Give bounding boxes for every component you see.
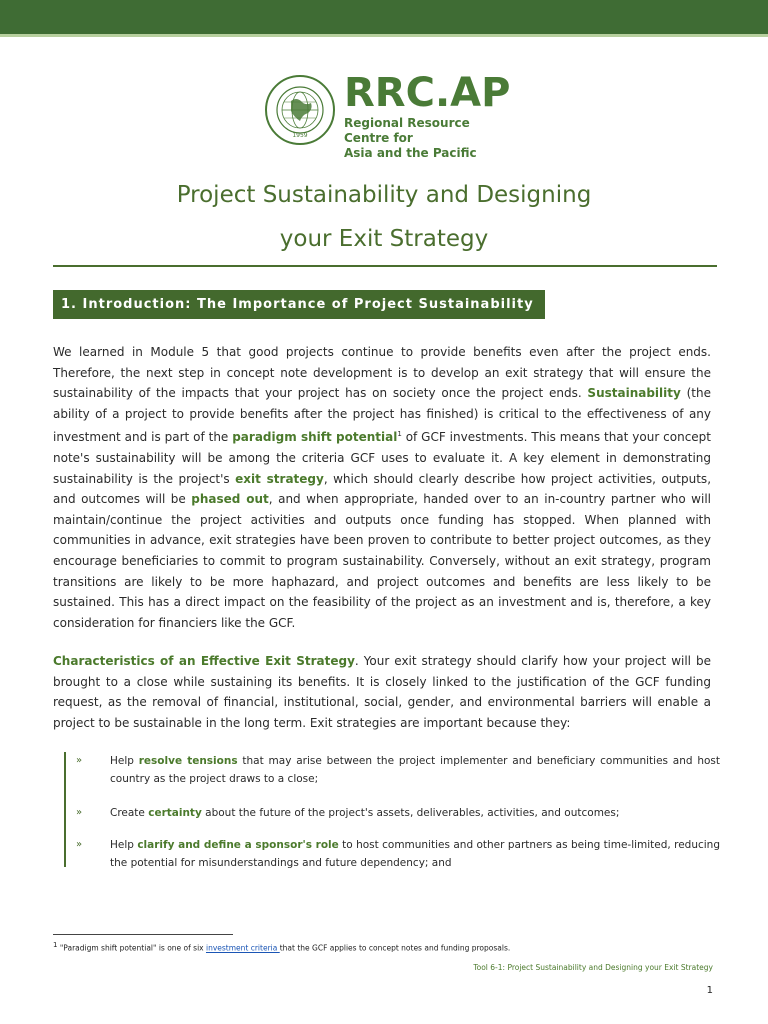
text-run: We learned in Module 5 that good projects continue to provide benefits even after the project ends. Therefore, the next step in concept note development is to develop an exit strategy that will ensure the sustainability of the impacts that your project has on society once the project ends.: [53, 345, 711, 401]
text-run: of GCF investments. This means that your concept note's sustainability will be among the criteria GCF uses to evaluate it. A key element in demonstrating sustainability is the project's: [53, 430, 711, 486]
bullet-list: » Help resolve tensions that may arise between the project implementer and beneficiary communities and host country as the project draws to a close; » Create certainty about the future of the project's assets, deliverables, activities, and outcomes; » Help clarify and define a sponsor's role to host communities and other partners as being time-limited, reducing the potential for misunderstandings and future dependency; and: [64, 752, 714, 867]
top-banner-bar: [0, 0, 768, 34]
text-run: , which should clearly describe how project activities, outputs, and outcomes will be: [53, 471, 712, 507]
text-run: . Your exit strategy should clarify how your project will be brought to a close while sustaining its benefits. It is closely linked to the justification of the GCF funding request, as the removal of financial, institutional, social, gender, and environmental barriers will enable a project to be sustainable in the long term. Exit strategies are important because they:: [53, 654, 711, 730]
page-number: 1: [706, 985, 713, 996]
page-title-line1: Project Sustainability and Designing: [176, 182, 592, 208]
bullet-highlight: resolve tensions: [138, 755, 238, 767]
bullet-highlight: clarify and define a sponsor's role: [137, 839, 339, 851]
footer-reference: Tool 6-1: Project Sustainability and Designing your Exit Strategy: [473, 963, 713, 972]
footnote-number: 1: [53, 941, 58, 949]
title-divider: [53, 265, 717, 267]
brand-name: RRC.AP: [344, 70, 511, 116]
bullet-highlight: certainty: [148, 807, 202, 819]
page-title-line2: your Exit Strategy: [279, 226, 489, 252]
intro-paragraph: [53, 342, 711, 633]
brand-subtitle: [344, 116, 514, 161]
brand-subtitle-line2: Asia and the Pacific: [344, 146, 477, 160]
characteristics-paragraph: [53, 651, 711, 733]
top-banner-stripe: [0, 34, 768, 37]
rrcap-logo: [264, 70, 511, 160]
bullet-marker-icon: »: [76, 755, 83, 766]
bullet-marker-icon: »: [76, 807, 83, 818]
text-run: (the ability of a project to provide benefits after the project has finished) is critical to the effectiveness of any investment and is part of the: [53, 386, 711, 445]
section-heading: 1. Introduction: The Importance of Project Sustainability: [53, 290, 545, 319]
investment-criteria-link[interactable]: investment criteria: [205, 943, 280, 953]
highlight-phased-out: phased out: [191, 492, 269, 507]
ait-seal-icon: [264, 74, 336, 146]
footnote: 1 "Paradigm shift potential" is one of six investment criteria that the GCF applies to concept notes and funding proposals.: [53, 941, 511, 953]
highlight-exit-strategy: exit strategy: [235, 471, 324, 486]
footnote-divider: [53, 934, 233, 935]
highlight-paradigm-shift: paradigm shift potential: [232, 430, 398, 445]
footnote-ref[interactable]: 1: [397, 430, 402, 439]
highlight-characteristics: Characteristics of an Effective Exit Strategy: [53, 654, 355, 668]
text-run: , and when appropriate, handed over to an in-country partner who will maintain/continue the project activities and outputs once funding has stopped. When planned with communities in advance, exit strategies have been proven to contribute to better project outcomes, as they encourage beneficiaries to commit to program sustainability. Conversely, without an exit strategy, program transitions are likely to be more haphazard, and project outcomes and benefits are less likely to be sustained. This has a direct impact on the feasibility of the project as an investment and is, therefore, a key consideration for financiers like the GCF.: [53, 492, 711, 630]
seal-year: 1959: [292, 132, 308, 139]
highlight-sustainability: Sustainability: [587, 386, 681, 401]
brand-subtitle-line1: Regional Resource Centre for: [344, 116, 470, 145]
bullet-marker-icon: »: [76, 839, 83, 850]
